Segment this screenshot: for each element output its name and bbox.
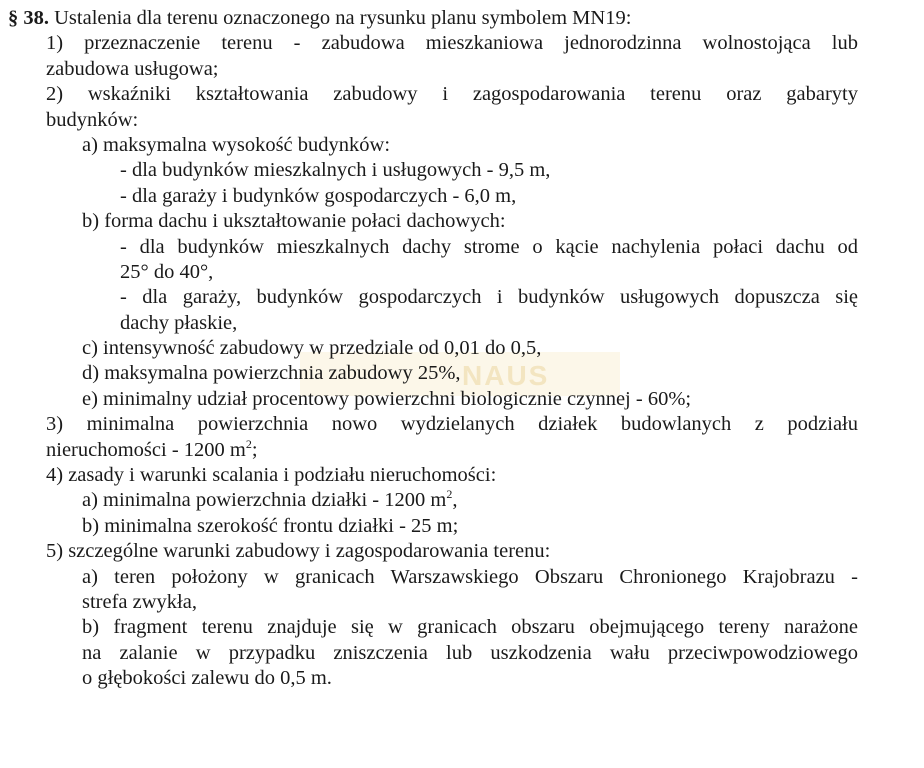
point-4a-text: a) minimalna powierzchnia działki - 1200 m	[82, 489, 447, 512]
point-5a-line-1: a) teren położony w granicach Warszawskiego Obszaru Chronionego Krajobrazu -	[82, 565, 858, 588]
point-4: 4) zasady i warunki scalania i podziału nieruchomości:	[46, 464, 497, 487]
point-5b-line-2: na zalanie w przypadku zniszczenia lub uszkodzenia wału przeciwpowodziowego	[82, 641, 858, 664]
point-4b: b) minimalna szerokość frontu działki - 25 m;	[82, 514, 459, 537]
point-2b-item-2-line-2: dachy płaskie,	[120, 311, 238, 334]
point-2-line-2: budynków:	[46, 108, 139, 131]
point-4a-sup: 2	[446, 487, 453, 502]
point-2d: d) maksymalna powierzchnia zabudowy 25%,	[82, 362, 461, 385]
point-3-line-1: 3) minimalna powierzchnia nowo wydzielanych działek budowlanych z podziału	[46, 413, 858, 436]
point-4a	[82, 488, 858, 513]
section-heading	[8, 6, 856, 31]
point-5b-line-1: b) fragment terenu znajduje się w granicach obszaru obejmującego tereny narażone	[82, 616, 858, 639]
point-5: 5) szczególne warunki zabudowy i zagospodarowania terenu:	[46, 540, 551, 563]
point-3-text: nieruchomości - 1200 m	[46, 438, 246, 461]
point-2c: c) intensywność zabudowy w przedziale od 0,01 do 0,5,	[82, 337, 542, 360]
point-3-end: ;	[251, 438, 258, 461]
section-number: § 38.	[8, 7, 49, 29]
document-page	[0, 6, 924, 692]
point-1-line-1: 1) przeznaczenie terenu - zabudowa mieszkaniowa jednorodzinna wolnostojąca lub	[46, 32, 858, 55]
point-2e: e) minimalny udział procentowy powierzchni biologicznie czynnej - 60%;	[82, 387, 692, 410]
section-title: Ustalenia dla terenu oznaczonego na rysunku planu symbolem MN19:	[49, 7, 632, 29]
point-2b-item-1-line-1: - dla budynków mieszkalnych dachy strome o kącie nachylenia połaci dachu od	[120, 235, 858, 258]
point-2b: b) forma dachu i ukształtowanie połaci dachowych:	[82, 210, 506, 233]
point-2-line-1: 2) wskaźniki kształtowania zabudowy i zagospodarowania terenu oraz gabaryty	[46, 83, 858, 106]
point-3-line-2	[46, 438, 858, 463]
point-4a-end: ,	[452, 489, 458, 512]
point-5a-line-2: strefa zwykła,	[82, 590, 197, 613]
point-2b-item-2-line-1: - dla garaży, budynków gospodarczych i budynków usługowych dopuszcza się	[120, 286, 858, 309]
point-2a-item-1: - dla budynków mieszkalnych i usługowych - 9,5 m,	[120, 159, 551, 182]
point-2b-item-1-line-2: 25° do 40°,	[120, 260, 214, 283]
point-5b-line-3: o głębokości zalewu do 0,5 m.	[82, 667, 332, 690]
watermark-text: NAUS	[462, 360, 550, 391]
point-2a: a) maksymalna wysokość budynków:	[82, 133, 391, 156]
point-1-line-2: zabudowa usługowa;	[46, 57, 219, 80]
point-3-sup: 2	[245, 436, 252, 451]
point-2a-item-2: - dla garaży i budynków gospodarczych - 6,0 m,	[120, 184, 517, 207]
